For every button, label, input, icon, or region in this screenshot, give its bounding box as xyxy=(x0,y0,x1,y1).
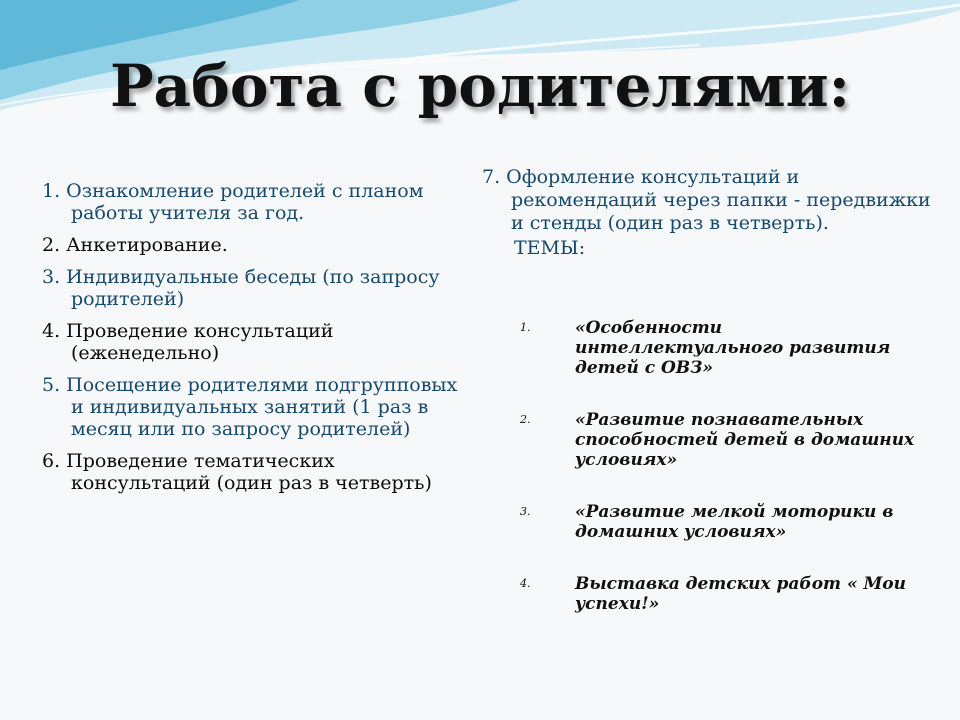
themes-label: ТЕМЫ: xyxy=(514,237,586,259)
topic-text: «Развитие мелкой моторики в домашних условиях» xyxy=(575,502,894,542)
topic-number: 2. xyxy=(520,413,531,426)
topic-text: «Особенности интеллектуального развития детей с ОВЗ» xyxy=(575,318,891,378)
list-item: 5. Посещение родителями подгрупповых и индивидуальных занятий (1 раз в месяц или по запросу родителей) xyxy=(42,374,458,440)
page-title: Работа с родителями: xyxy=(109,52,851,120)
topic-number: 4. xyxy=(520,577,531,590)
right-column xyxy=(482,166,932,260)
left-column xyxy=(42,180,472,504)
right-heading: 7. Оформление консультаций и рекомендаций через папки - передвижки и стенды (один раз в четверть). xyxy=(482,166,931,234)
list-item: 2. Анкетирование. xyxy=(42,234,228,256)
topic-text: «Развитие познавательных способностей детей в домашних условиях» xyxy=(575,410,915,470)
topic-number: 1. xyxy=(520,321,531,334)
topic-number: 3. xyxy=(520,505,531,518)
list-item: 3. Индивидуальные беседы (по запросу родителей) xyxy=(42,266,440,310)
list-item: 6. Проведение тематических консультаций (один раз в четверть) xyxy=(42,450,432,494)
list-item: 4. Проведение консультаций (еженедельно) xyxy=(42,320,334,364)
topic-text: Выставка детских работ « Мои успехи!» xyxy=(575,574,907,614)
list-item: 1. Ознакомление родителей с планом работы учителя за год. xyxy=(42,180,424,224)
